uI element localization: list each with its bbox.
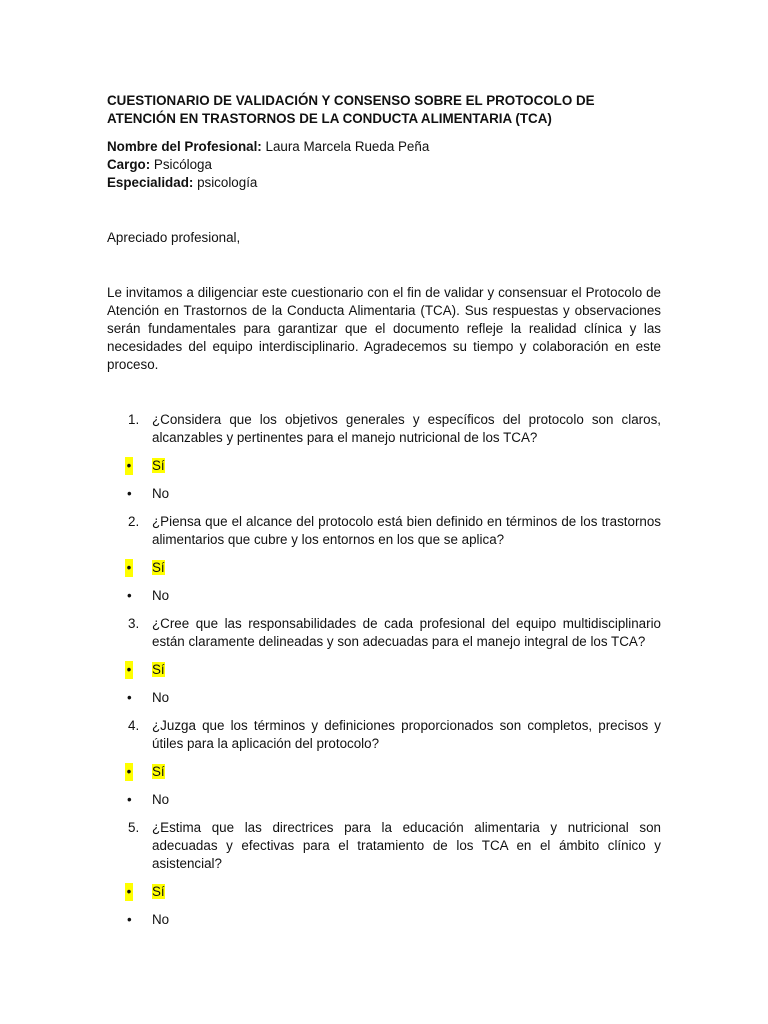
option-no-label: No: [152, 486, 170, 501]
question-text: ¿Piensa que el alcance del protocolo está bien definido en términos de los trastornos alimentarios que cubre y los entornos en los que se aplica?: [152, 514, 661, 547]
option-yes[interactable]: [107, 457, 661, 475]
questions-list: [107, 411, 661, 929]
specialty-line: [107, 174, 661, 192]
question-number: 3.: [128, 616, 140, 631]
bullet-icon: •: [126, 458, 132, 473]
question-item: [107, 513, 661, 549]
question-item: [107, 717, 661, 753]
question-item: [107, 411, 661, 447]
option-yes[interactable]: [107, 763, 661, 781]
option-no[interactable]: [107, 689, 661, 707]
option-no[interactable]: [107, 587, 661, 605]
title-line-1: CUESTIONARIO DE VALIDACIÓN Y CONSENSO SOBRE EL PROTOCOLO DE: [107, 93, 595, 108]
question-number: 5.: [128, 820, 140, 835]
option-no-label: No: [152, 912, 170, 927]
question-number: 2.: [128, 514, 140, 529]
position-label: Cargo:: [107, 157, 151, 172]
bullet-icon: •: [126, 884, 132, 899]
question-number: 1.: [128, 412, 140, 427]
option-no-label: No: [152, 588, 170, 603]
document-content: [107, 92, 661, 929]
option-yes-label: Sí: [152, 884, 165, 899]
option-yes[interactable]: [107, 559, 661, 577]
specialty-value: psicología: [197, 175, 258, 190]
option-no[interactable]: [107, 911, 661, 929]
option-yes-label: Sí: [152, 662, 165, 677]
specialty-label: Especialidad:: [107, 175, 194, 190]
option-yes-label: Sí: [152, 458, 165, 473]
professional-name-label: Nombre del Profesional:: [107, 139, 262, 154]
intro-paragraph: Le invitamos a diligenciar este cuestionario con el fin de validar y consensuar el Protocolo de Atención en Trastornos de la Conducta Alimentaria (TCA). Sus respuestas y observaciones serán fundamentales para garantizar que el documento refleje la realidad clínica y las necesidades del equipo interdisciplinario. Agradecemos su tiempo y colaboración en este proceso.: [107, 285, 661, 372]
question-text: ¿Cree que las responsabilidades de cada profesional del equipo multidisciplinario están claramente delineadas y son adecuadas para el manejo integral de los TCA?: [152, 616, 661, 649]
document-title: [107, 92, 661, 128]
option-no-label: No: [152, 792, 170, 807]
bullet-icon: •: [127, 486, 132, 501]
option-no-label: No: [152, 690, 170, 705]
option-yes-label: Sí: [152, 764, 165, 779]
bullet-icon: •: [127, 912, 132, 927]
bullet-icon: •: [126, 662, 132, 677]
bullet-icon: •: [127, 792, 132, 807]
question-text: ¿Considera que los objetivos generales y específicos del protocolo son claros, alcanzables y pertinentes para el manejo nutricional de los TCA?: [152, 412, 661, 445]
question-number: 4.: [128, 718, 140, 733]
bullet-icon: •: [127, 690, 132, 705]
option-yes-label: Sí: [152, 560, 165, 575]
professional-info: [107, 138, 661, 192]
greeting: Apreciado profesional,: [107, 230, 241, 245]
professional-name-value: Laura Marcela Rueda Peña: [265, 139, 430, 154]
bullet-icon: •: [126, 764, 132, 779]
position-line: [107, 156, 661, 174]
option-no[interactable]: [107, 791, 661, 809]
option-no[interactable]: [107, 485, 661, 503]
bullet-icon: •: [127, 588, 132, 603]
option-yes[interactable]: [107, 883, 661, 901]
position-value: Psicóloga: [153, 157, 212, 172]
question-item: [107, 615, 661, 651]
professional-name-line: [107, 138, 661, 156]
title-line-2: ATENCIÓN EN TRASTORNOS DE LA CONDUCTA ALIMENTARIA (TCA): [107, 111, 552, 126]
question-item: [107, 819, 661, 873]
question-text: ¿Estima que las directrices para la educación alimentaria y nutricional son adecuadas y efectivas para el tratamiento de los TCA en el ámbito clínico y asistencial?: [152, 820, 661, 871]
option-yes[interactable]: [107, 661, 661, 679]
question-text: ¿Juzga que los términos y definiciones proporcionados son completos, precisos y útiles para la aplicación del protocolo?: [152, 718, 661, 751]
bullet-icon: •: [126, 560, 132, 575]
